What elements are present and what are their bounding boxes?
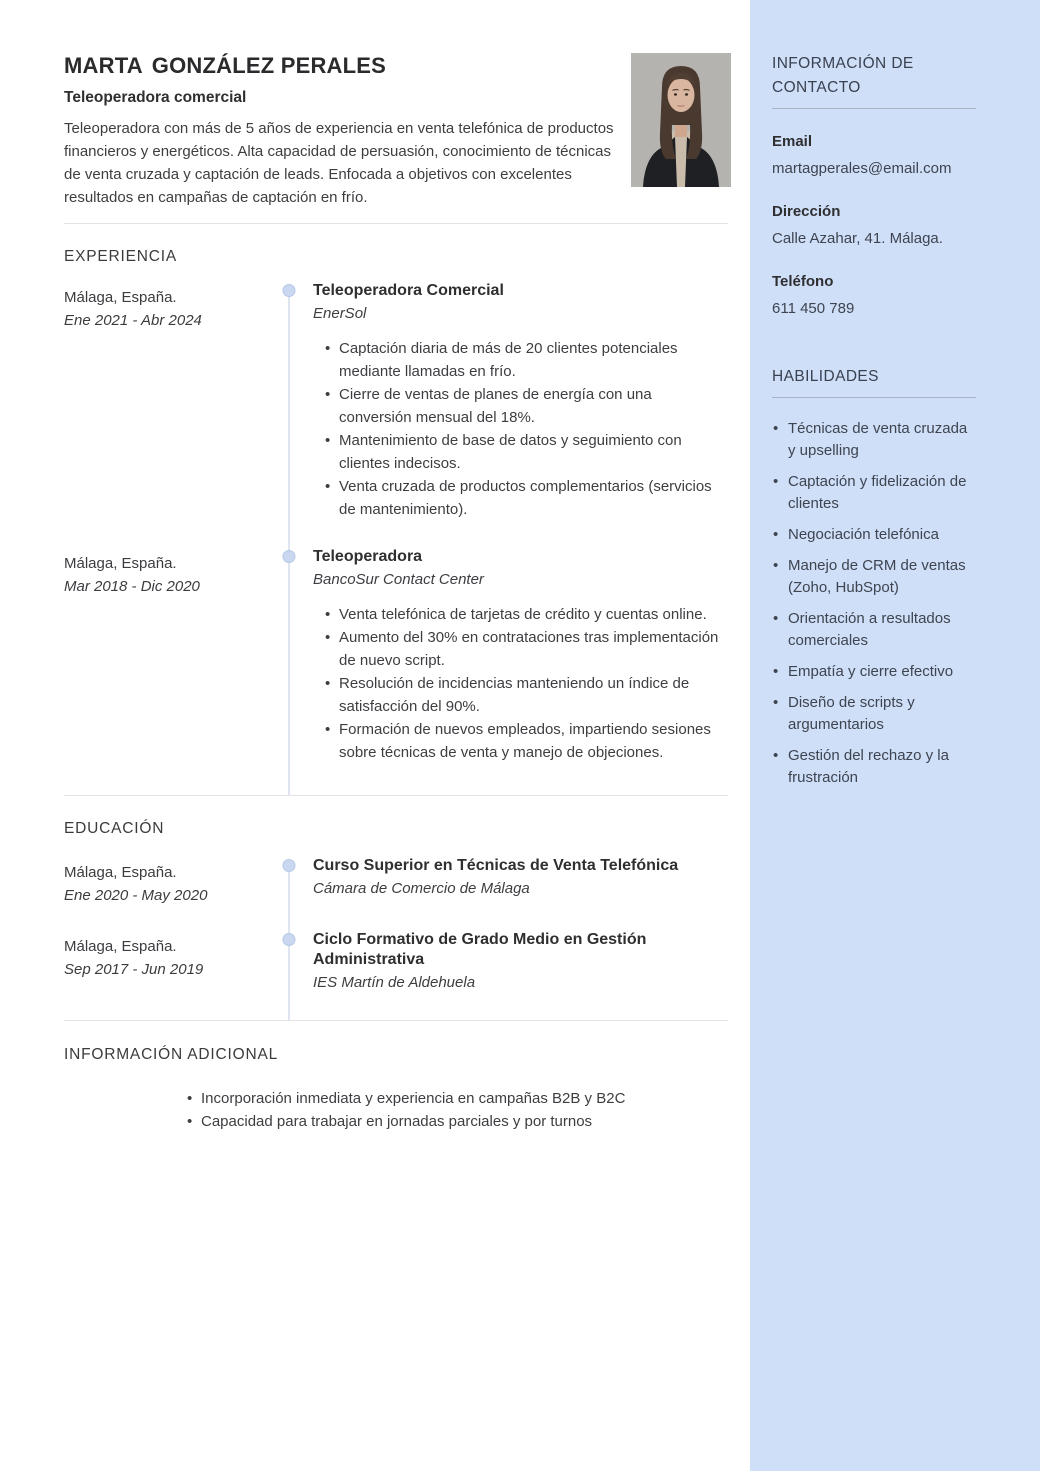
skill-item: • Gestión del rechazo y la frustración xyxy=(772,745,976,789)
entry-bullet-list xyxy=(325,603,728,764)
profile-photo xyxy=(631,53,731,187)
education-timeline xyxy=(64,856,728,1007)
header xyxy=(64,53,728,209)
skills-section-title: HABILIDADES xyxy=(772,368,879,385)
section-title-education: EDUCACIÓN xyxy=(64,820,165,837)
entry-location: Málaga, España. xyxy=(64,938,177,955)
field-value: martagperales@email.com xyxy=(772,160,952,177)
entry-role: Teleoperadora xyxy=(313,548,423,565)
contact-field-address xyxy=(772,202,976,249)
entry-meta xyxy=(64,856,289,907)
entry-content xyxy=(289,856,728,907)
entry-company: EnerSol xyxy=(313,305,367,322)
entry-content xyxy=(289,547,728,764)
entry-bullet: • Venta cruzada de productos complementarios (servicios de mantenimiento). xyxy=(325,475,728,521)
entry-location: Málaga, España. xyxy=(64,289,177,306)
entry-meta xyxy=(64,930,289,993)
entry-dates: Sep 2017 - Jun 2019 xyxy=(64,961,204,978)
skill-item: • Orientación a resultados comerciales xyxy=(772,608,976,652)
timeline-dot xyxy=(283,859,296,872)
timeline-dot xyxy=(283,550,296,563)
entry-school: IES Martín de Aldehuela xyxy=(313,974,476,991)
section-additional-info xyxy=(64,1045,728,1133)
section-education xyxy=(64,819,728,1007)
additional-bullet: • Incorporación inmediata y experiencia en campañas B2B y B2C xyxy=(187,1087,728,1110)
entry-bullet: • Captación diaria de más de 20 clientes potenciales mediante llamadas en frío. xyxy=(325,337,728,383)
entry-content xyxy=(289,930,728,993)
entry-dates: Ene 2021 - Abr 2024 xyxy=(64,312,202,329)
experience-entry xyxy=(64,547,728,764)
entry-bullet: • Formación de nuevos empleados, impartiendo sesiones sobre técnicas de venta y manejo de objeciones. xyxy=(325,718,728,764)
entry-meta xyxy=(64,547,289,764)
education-entry xyxy=(64,930,728,993)
education-entry xyxy=(64,856,728,907)
divider xyxy=(64,223,728,224)
divider xyxy=(64,795,728,796)
entry-school: Cámara de Comercio de Málaga xyxy=(313,880,530,897)
entry-bullet: • Venta telefónica de tarjetas de crédito y cuentas online. xyxy=(325,603,728,626)
person-job-title: Teleoperadora comercial xyxy=(64,89,247,106)
entry-bullet-list xyxy=(325,337,728,521)
person-first-name: MARTA xyxy=(64,53,143,78)
entry-bullet: • Aumento del 30% en contrataciones tras implementación de nuevo script. xyxy=(325,626,728,672)
contact-field-email xyxy=(772,132,976,179)
experience-entry xyxy=(64,281,728,521)
timeline-dot xyxy=(283,933,296,946)
skill-item: • Técnicas de venta cruzada y upselling xyxy=(772,418,976,462)
entry-dates: Ene 2020 - May 2020 xyxy=(64,887,208,904)
entry-dates: Mar 2018 - Dic 2020 xyxy=(64,578,200,595)
divider xyxy=(64,1020,728,1021)
divider xyxy=(772,108,976,109)
sidebar xyxy=(750,0,1040,1471)
entry-degree: Curso Superior en Técnicas de Venta Telefónica xyxy=(313,857,679,874)
field-label: Dirección xyxy=(772,203,841,220)
entry-bullet: • Cierre de ventas de planes de energía con una conversión mensual del 18%. xyxy=(325,383,728,429)
timeline-dot xyxy=(283,284,296,297)
skills-list xyxy=(772,418,976,789)
person-name xyxy=(64,53,728,79)
person-last-name: GONZÁLEZ PERALES xyxy=(151,53,387,78)
skill-item: • Negociación telefónica xyxy=(772,524,976,546)
summary-text: Teleoperadora con más de 5 años de experiencia en venta telefónica de productos financieros y energéticos. Alta capacidad de persuasión, conocimiento de técnicas de venta cruzada y captación de leads. Enfocada a objetivos con excelentes resultados en campañas de captación en frío. xyxy=(64,120,614,206)
experience-timeline xyxy=(64,281,728,782)
skill-item: • Captación y fidelización de clientes xyxy=(772,471,976,515)
field-value: Calle Azahar, 41. Málaga. xyxy=(772,230,943,247)
entry-content xyxy=(289,281,728,521)
field-label: Email xyxy=(772,133,813,150)
entry-bullet: • Resolución de incidencias manteniendo un índice de satisfacción del 90%. xyxy=(325,672,728,718)
section-title-additional: INFORMACIÓN ADICIONAL xyxy=(64,1046,279,1063)
entry-role: Teleoperadora Comercial xyxy=(313,282,504,299)
entry-meta xyxy=(64,281,289,521)
section-title-experience: EXPERIENCIA xyxy=(64,248,178,265)
skill-item: • Diseño de scripts y argumentarios xyxy=(772,692,976,736)
section-experience xyxy=(64,247,728,782)
entry-location: Málaga, España. xyxy=(64,864,177,881)
entry-bullet: • Mantenimiento de base de datos y seguimiento con clientes indecisos. xyxy=(325,429,728,475)
contact-section-title: INFORMACIÓN DE CONTACTO xyxy=(772,55,914,96)
field-value: 611 450 789 xyxy=(772,300,855,317)
entry-company: BancoSur Contact Center xyxy=(313,571,484,588)
additional-bullet-list xyxy=(187,1087,728,1133)
field-label: Teléfono xyxy=(772,273,834,290)
entry-location: Málaga, España. xyxy=(64,555,177,572)
skill-item: • Empatía y cierre efectivo xyxy=(772,661,976,683)
portrait-illustration xyxy=(631,53,731,187)
entry-degree: Ciclo Formativo de Grado Medio en Gestión Administrativa xyxy=(313,931,647,968)
additional-bullet: • Capacidad para trabajar en jornadas parciales y por turnos xyxy=(187,1110,728,1133)
contact-field-phone xyxy=(772,272,976,319)
skill-item: • Manejo de CRM de ventas (Zoho, HubSpot) xyxy=(772,555,976,599)
divider xyxy=(772,397,976,398)
